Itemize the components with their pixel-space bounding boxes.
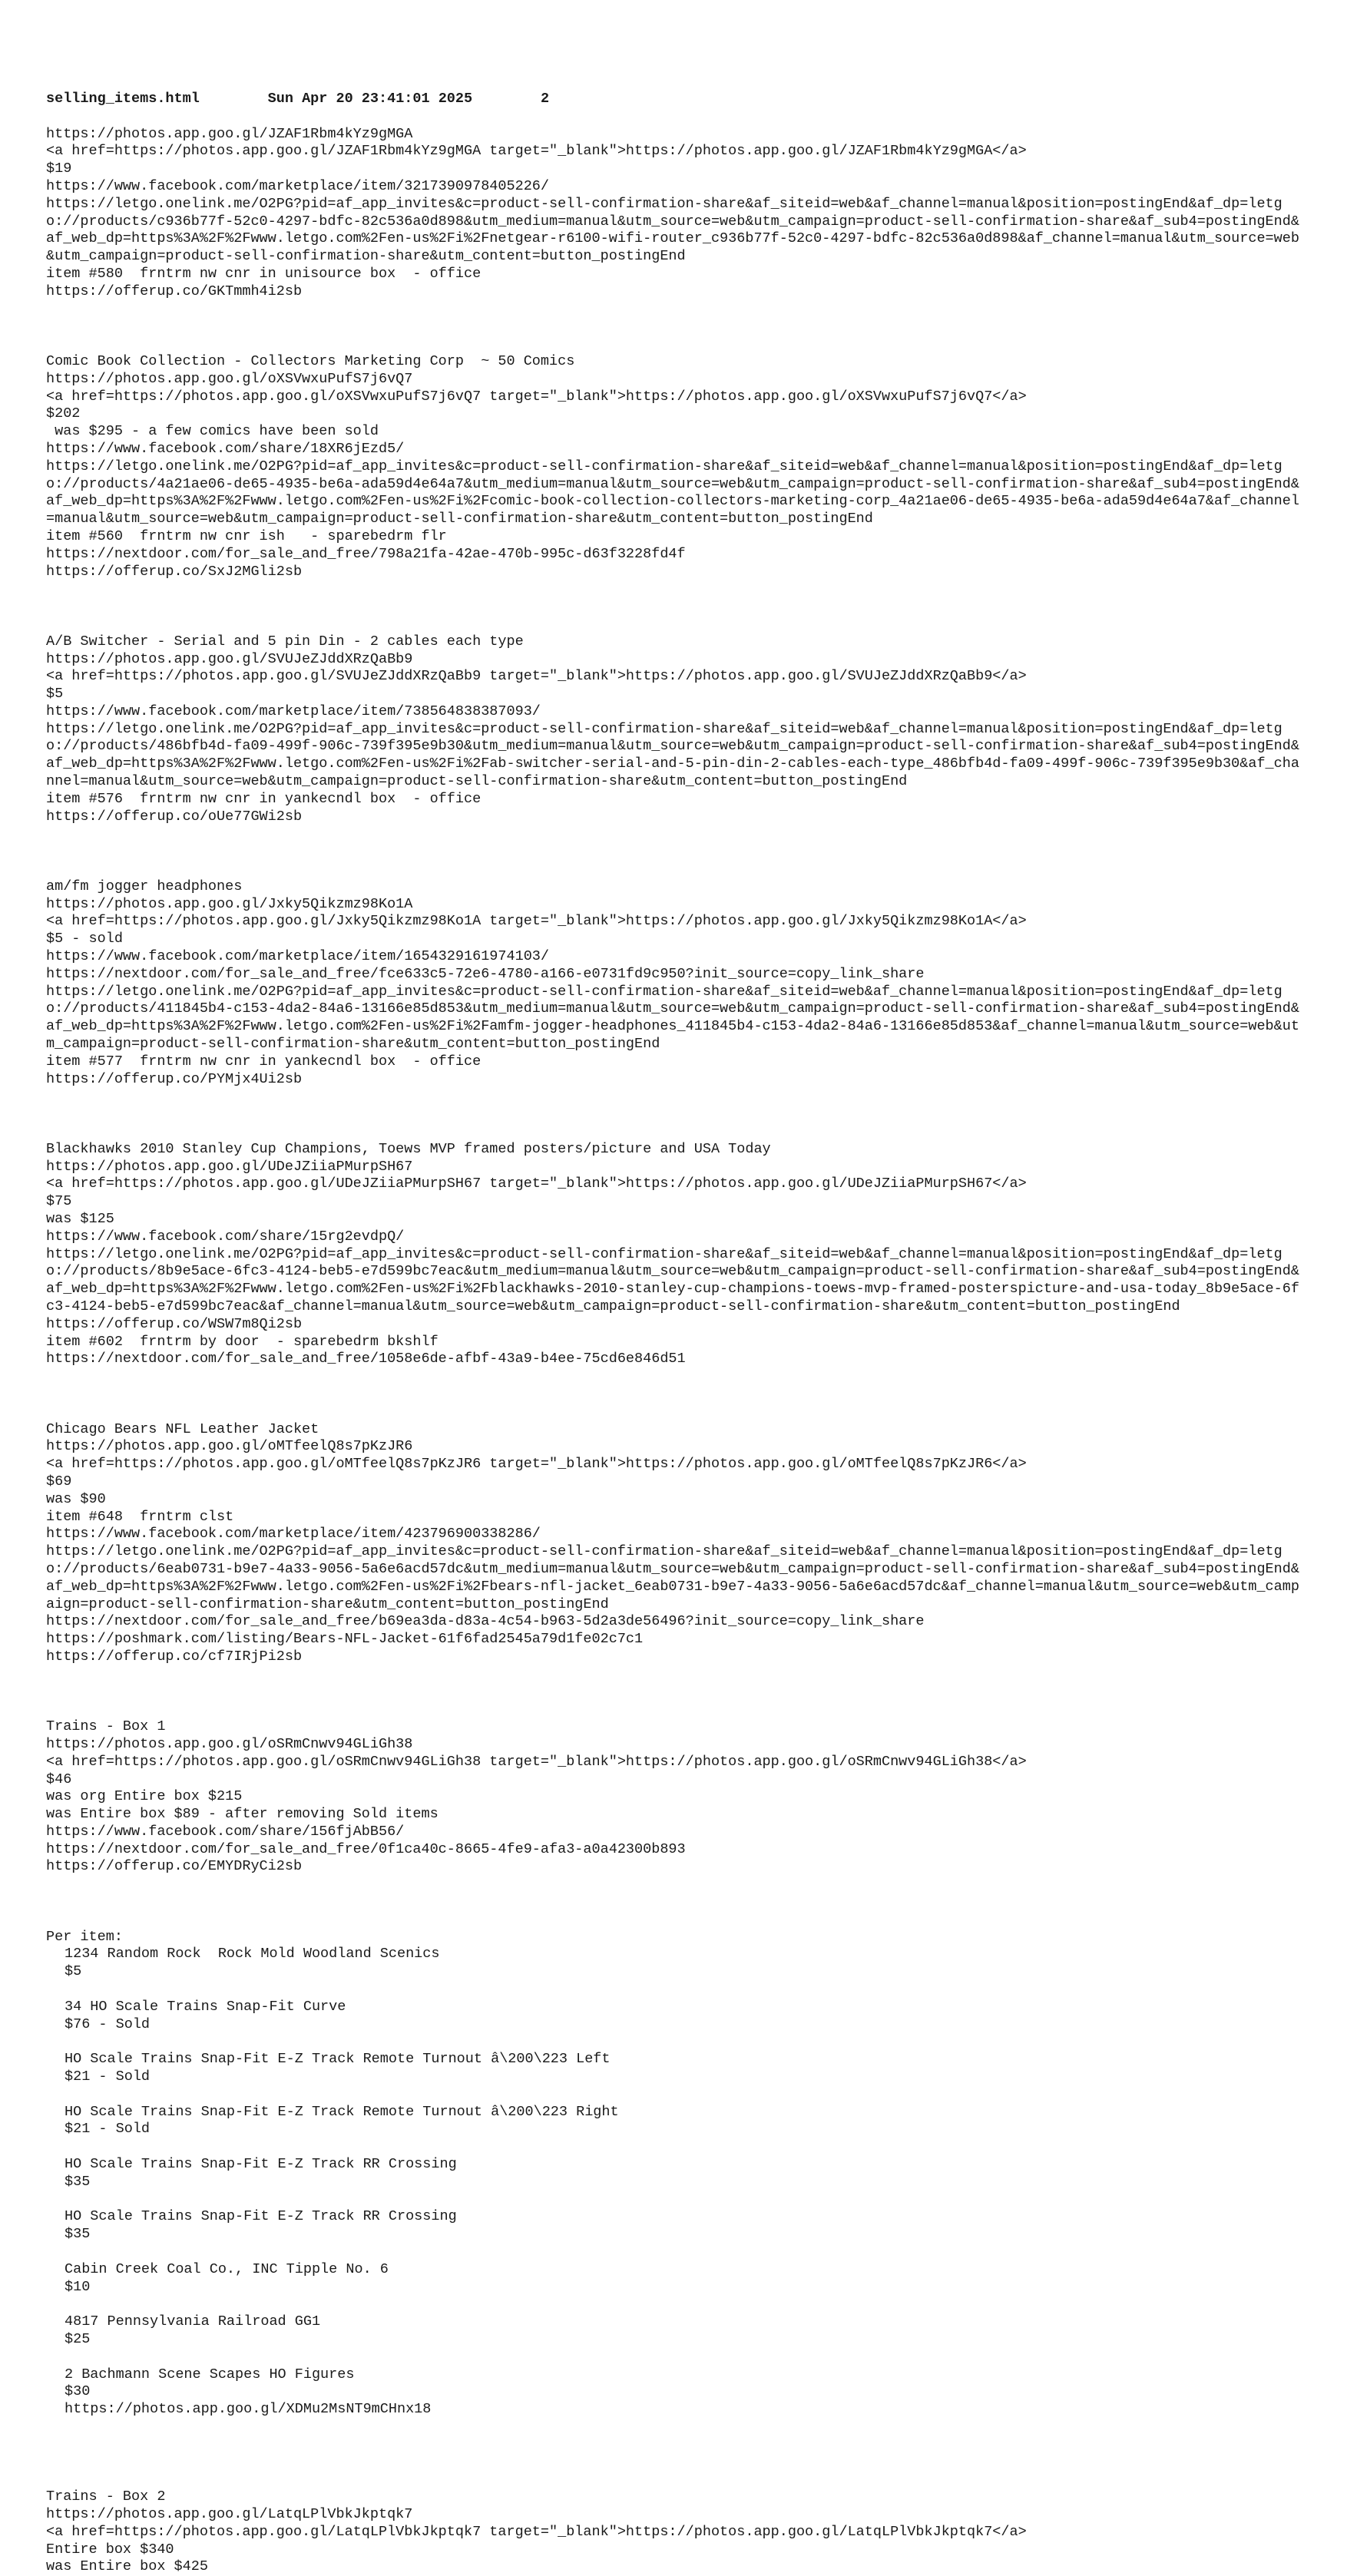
listing-line[interactable]: https://letgo.onelink.me/O2PG?pid=af_app_invites&c=product-sell-confirmation-share&af_siteid=web&af_channel=manual&position=postingEnd&af_dp=letgo://products/411845b4-c153-4da2-84a6-13166e85d853&utm_medium=manual&utm_source=web&utm_campaign=product-sell-confirmation-share&af_sub4=postingEnd&af_web_dp=https%3A%2F%2Fwww.letgo.com%2Fen-us%2Fi%2Famfm-jogger-headphones_411845b4-c153-4da2-84a6-13166e85d853&af_channel=manual&utm_source=web&utm_campaign=product-sell-confirmation-share&utm_content=button_postingEnd xyxy=(46,983,1299,1053)
listing-line[interactable]: https://photos.app.goo.gl/oMTfeelQ8s7pKzJR6 xyxy=(46,1438,413,1455)
listing-line[interactable]: <a href=https://photos.app.goo.gl/oSRmCnwv94GLiGh38 target="_blank">https://photos.app.goo.gl/oSRmCnwv94GLiGh38</a> xyxy=(46,1753,1027,1770)
listing-line: item #648 frntrm clst xyxy=(46,1508,234,1525)
per-item-price: $10 xyxy=(65,2278,91,2295)
listing-line: item #602 frntrm by door - sparebedrm bkshlf xyxy=(46,1333,439,1350)
per-item-price: $30 xyxy=(65,2383,91,2400)
per-item-name: HO Scale Trains Snap-Fit E-Z Track RR Crossing xyxy=(65,2156,457,2173)
listing-line[interactable]: https://photos.app.goo.gl/JZAF1Rbm4kYz9gMGA xyxy=(46,125,413,142)
listing-line[interactable]: https://nextdoor.com/for_sale_and_free/0f1ca40c-8665-4fe9-afa3-a0a42300b893 xyxy=(46,1840,686,1857)
listing-line: item #560 frntrm nw cnr ish - sparebedrm flr xyxy=(46,527,447,544)
listing-line[interactable]: https://letgo.onelink.me/O2PG?pid=af_app_invites&c=product-sell-confirmation-share&af_siteid=web&af_channel=manual&position=postingEnd&af_dp=letgo://products/486bfb4d-fa09-499f-906c-739f395e9b30&utm_medium=manual&utm_source=web&utm_campaign=product-sell-confirmation-share&af_sub4=postingEnd&af_web_dp=https%3A%2F%2Fwww.letgo.com%2Fen-us%2Fi%2Fab-switcher-serial-and-5-pin-din-2-cables-each-type_486bfb4d-fa09-499f-906c-739f395e9b30&af_channel=manual&utm_source=web&utm_campaign=product-sell-confirmation-share&utm_content=button_postingEnd xyxy=(46,720,1299,790)
listing-line: $19 xyxy=(46,160,72,177)
listing-line[interactable]: https://www.facebook.com/marketplace/item/738564838387093/ xyxy=(46,703,541,719)
listing-line: was $295 - a few comics have been sold xyxy=(46,423,379,440)
listing-line: was Entire box $89 - after removing Sold items xyxy=(46,1806,439,1823)
per-item-name: 1234 Random Rock Rock Mold Woodland Scenics xyxy=(65,1946,440,1963)
listing-line[interactable]: https://letgo.onelink.me/O2PG?pid=af_app_invites&c=product-sell-confirmation-share&af_siteid=web&af_channel=manual&position=postingEnd&af_dp=letgo://products/8b9e5ace-6fc3-4124-beb5-e7d599bc7eac&utm_medium=manual&utm_source=web&utm_campaign=product-sell-confirmation-share&af_sub4=postingEnd&af_web_dp=https%3A%2F%2Fwww.letgo.com%2Fen-us%2Fi%2Fblackhawks-2010-stanley-cup-champions-toews-mvp-framed-posterspicture-and-usa-today_8b9e5ace-6fc3-4124-beb5-e7d599bc7eac&af_channel=manual&utm_source=web&utm_campaign=product-sell-confirmation-share&utm_content=button_postingEnd xyxy=(46,1245,1299,1314)
listing-line[interactable]: https://letgo.onelink.me/O2PG?pid=af_app_invites&c=product-sell-confirmation-share&af_siteid=web&af_channel=manual&position=postingEnd&af_dp=letgo://products/6eab0731-b9e7-4a33-9056-5a6e6acd57dc&utm_medium=manual&utm_source=web&utm_campaign=product-sell-confirmation-share&af_sub4=postingEnd&af_web_dp=https%3A%2F%2Fwww.letgo.com%2Fen-us%2Fi%2Fbears-nfl-jacket_6eab0731-b9e7-4a33-9056-5a6e6acd57dc&af_channel=manual&utm_source=web&utm_campaign=product-sell-confirmation-share&utm_content=button_postingEnd xyxy=(46,1543,1299,1612)
per-item-link[interactable]: https://photos.app.goo.gl/XDMu2MsNT9mCHnx18 xyxy=(65,2401,432,2418)
header-date: Sun Apr 20 23:41:01 2025 xyxy=(267,91,473,107)
listing-line: Trains - Box 2 xyxy=(46,2488,166,2505)
listing-line: $46 xyxy=(46,1771,72,1787)
per-item-name: 34 HO Scale Trains Snap-Fit Curve xyxy=(65,1998,346,2015)
listing-line[interactable]: https://www.facebook.com/share/18XR6jEzd5/ xyxy=(46,440,405,457)
listing-line: Blackhawks 2010 Stanley Cup Champions, Toews MVP framed posters/picture and USA Today xyxy=(46,1140,771,1157)
listing-line: was Entire box $425 xyxy=(46,2558,208,2575)
listing-line[interactable]: https://www.facebook.com/marketplace/item/423796900338286/ xyxy=(46,1526,541,1543)
listing-line: $75 xyxy=(46,1193,72,1210)
listing-line: was $125 xyxy=(46,1211,114,1227)
listing-line: Entire box $340 xyxy=(46,2541,174,2558)
listing-line[interactable]: https://photos.app.goo.gl/UDeJZiiaPMurpSH67 xyxy=(46,1158,413,1175)
listing-line[interactable]: https://nextdoor.com/for_sale_and_free/b69ea3da-d83a-4c54-b963-5d2a3de56496?init_source=copy_link_share xyxy=(46,1613,925,1630)
per-item-heading: Per item: xyxy=(46,1928,123,1945)
listing-line: Trains - Box 1 xyxy=(46,1718,166,1735)
per-item-name: 4817 Pennsylvania Railroad GG1 xyxy=(65,2313,321,2330)
listing-line[interactable]: https://www.facebook.com/marketplace/item/1654329161974103/ xyxy=(46,948,550,965)
listing-line: $69 xyxy=(46,1473,72,1490)
listing-line[interactable]: https://offerup.co/WSW7m8Qi2sb xyxy=(46,1315,303,1332)
per-item-price: $25 xyxy=(65,2331,91,2347)
per-item-name: 2 Bachmann Scene Scapes HO Figures xyxy=(65,2366,355,2383)
listing-line[interactable]: https://offerup.co/oUe77GWi2sb xyxy=(46,808,303,825)
listing-line[interactable]: https://www.facebook.com/share/156fjAbB56/ xyxy=(46,1823,405,1840)
listing-line[interactable]: https://photos.app.goo.gl/LatqLPlVbkJkptqk7 xyxy=(46,2505,413,2522)
listing-line[interactable]: https://photos.app.goo.gl/SVUJeZJddXRzQaBb9 xyxy=(46,650,413,667)
listing-line[interactable]: <a href=https://photos.app.goo.gl/JZAF1Rbm4kYz9gMGA target="_blank">https://photos.app.goo.gl/JZAF1Rbm4kYz9gMGA</a> xyxy=(46,143,1027,160)
listing-line[interactable]: https://photos.app.goo.gl/Jxky5Qikzmz98Ko1A xyxy=(46,895,413,912)
per-item-name: HO Scale Trains Snap-Fit E-Z Track Remote Turnout â\200\223 Right xyxy=(65,2103,619,2120)
per-item-price: $76 - Sold xyxy=(65,2015,151,2032)
print-header xyxy=(46,91,1306,108)
listing-line[interactable]: https://www.facebook.com/marketplace/item/3217390978405226/ xyxy=(46,177,550,194)
listing-line: item #576 frntrm nw cnr in yankecndl box - office xyxy=(46,790,482,807)
listing-line[interactable]: https://offerup.co/EMYDRyCi2sb xyxy=(46,1858,303,1875)
per-item-price: $21 - Sold xyxy=(65,2121,151,2138)
listing-line[interactable]: https://offerup.co/GKTmmh4i2sb xyxy=(46,283,303,299)
listing-line[interactable]: <a href=https://photos.app.goo.gl/oXSVwxuPufS7j6vQ7 target="_blank">https://photos.app.goo.gl/oXSVwxuPufS7j6vQ7</a> xyxy=(46,388,1027,405)
listing-line: item #580 frntrm nw cnr in unisource box - office xyxy=(46,265,482,282)
header-page-number: 2 xyxy=(540,91,550,107)
listing-line[interactable]: <a href=https://photos.app.goo.gl/oMTfeelQ8s7pKzJR6 target="_blank">https://photos.app.goo.gl/oMTfeelQ8s7pKzJR6</a> xyxy=(46,1456,1027,1473)
listing-line: was org Entire box $215 xyxy=(46,1788,243,1805)
listing-line: item #577 frntrm nw cnr in yankecndl box - office xyxy=(46,1053,482,1070)
printed-page xyxy=(46,91,1306,2576)
per-item-price: $35 xyxy=(65,2226,91,2243)
listing-line: am/fm jogger headphones xyxy=(46,878,243,894)
per-item-name: HO Scale Trains Snap-Fit E-Z Track RR Crossing xyxy=(65,2208,457,2225)
listing-line: $5 - sold xyxy=(46,931,123,947)
listing-line[interactable]: https://photos.app.goo.gl/oSRmCnwv94GLiGh38 xyxy=(46,1735,413,1752)
listing-line[interactable]: <a href=https://photos.app.goo.gl/SVUJeZJddXRzQaBb9 target="_blank">https://photos.app.goo.gl/SVUJeZJddXRzQaBb9</a> xyxy=(46,668,1027,685)
listing-line[interactable]: <a href=https://photos.app.goo.gl/LatqLPlVbkJkptqk7 target="_blank">https://photos.app.goo.gl/LatqLPlVbkJkptqk7</a> xyxy=(46,2523,1027,2540)
listing-line[interactable]: https://offerup.co/SxJ2MGli2sb xyxy=(46,563,303,580)
listing-line: was $90 xyxy=(46,1490,106,1507)
listing-line[interactable]: https://letgo.onelink.me/O2PG?pid=af_app_invites&c=product-sell-confirmation-share&af_siteid=web&af_channel=manual&position=postingEnd&af_dp=letgo://products/4a21ae06-de65-4935-be6a-ada59d4e64a7&utm_medium=manual&utm_source=web&utm_campaign=product-sell-confirmation-share&af_sub4=postingEnd&af_web_dp=https%3A%2F%2Fwww.letgo.com%2Fen-us%2Fi%2Fcomic-book-collection-collectors-marketing-corp_4a21ae06-de65-4935-be6a-ada59d4e64a7&af_channel=manual&utm_source=web&utm_campaign=product-sell-confirmation-share&utm_content=button_postingEnd xyxy=(46,458,1299,527)
listing-line[interactable]: https://nextdoor.com/for_sale_and_free/798a21fa-42ae-470b-995c-d63f3228fd4f xyxy=(46,545,686,562)
listing-line[interactable]: https://photos.app.goo.gl/oXSVwxuPufS7j6vQ7 xyxy=(46,370,413,387)
listing-line[interactable]: https://www.facebook.com/share/15rg2evdpQ/ xyxy=(46,1228,405,1245)
listing-line: $5 xyxy=(46,686,64,703)
per-item-price: $35 xyxy=(65,2173,91,2190)
per-item-name: Cabin Creek Coal Co., INC Tipple No. 6 xyxy=(65,2260,389,2277)
listing-line[interactable]: https://nextdoor.com/for_sale_and_free/fce633c5-72e6-4780-a166-e0731fd9c950?init_source=copy_link_share xyxy=(46,965,925,982)
listing-line: Chicago Bears NFL Leather Jacket xyxy=(46,1420,319,1437)
per-item-price: $21 - Sold xyxy=(65,2068,151,2085)
listing-line[interactable]: https://offerup.co/cf7IRjPi2sb xyxy=(46,1648,303,1665)
listing-line: Comic Book Collection - Collectors Marketing Corp ~ 50 Comics xyxy=(46,352,575,369)
listing-line[interactable]: <a href=https://photos.app.goo.gl/UDeJZiiaPMurpSH67 target="_blank">https://photos.app.goo.gl/UDeJZiiaPMurpSH67</a> xyxy=(46,1176,1027,1192)
listing-line: A/B Switcher - Serial and 5 pin Din - 2 cables each type xyxy=(46,633,524,650)
per-item-name: HO Scale Trains Snap-Fit E-Z Track Remote Turnout â\200\223 Left xyxy=(65,2051,611,2068)
listing-content xyxy=(46,126,1306,2576)
listing-line[interactable]: https://nextdoor.com/for_sale_and_free/1058e6de-afbf-43a9-b4ee-75cd6e846d51 xyxy=(46,1351,686,1367)
listing-line[interactable]: https://letgo.onelink.me/O2PG?pid=af_app_invites&c=product-sell-confirmation-share&af_siteid=web&af_channel=manual&position=postingEnd&af_dp=letgo://products/c936b77f-52c0-4297-bdfc-82c536a0d898&utm_medium=manual&utm_source=web&utm_campaign=product-sell-confirmation-share&af_sub4=postingEnd&af_web_dp=https%3A%2F%2Fwww.letgo.com%2Fen-us%2Fi%2Fnetgear-r6100-wifi-router_c936b77f-52c0-4297-bdfc-82c536a0d898&af_channel=manual&utm_source=web&utm_campaign=product-sell-confirmation-share&utm_content=button_postingEnd xyxy=(46,195,1299,265)
listing-line[interactable]: <a href=https://photos.app.goo.gl/Jxky5Qikzmz98Ko1A target="_blank">https://photos.app.goo.gl/Jxky5Qikzmz98Ko1A</a> xyxy=(46,913,1027,930)
per-item-price: $5 xyxy=(65,1963,82,1980)
listing-line[interactable]: https://offerup.co/PYMjx4Ui2sb xyxy=(46,1070,303,1087)
header-filename: selling_items.html xyxy=(46,91,200,107)
listing-line[interactable]: https://poshmark.com/listing/Bears-NFL-Jacket-61f6fad2545a79d1fe02c7c1 xyxy=(46,1631,644,1648)
listing-line: $202 xyxy=(46,405,81,422)
